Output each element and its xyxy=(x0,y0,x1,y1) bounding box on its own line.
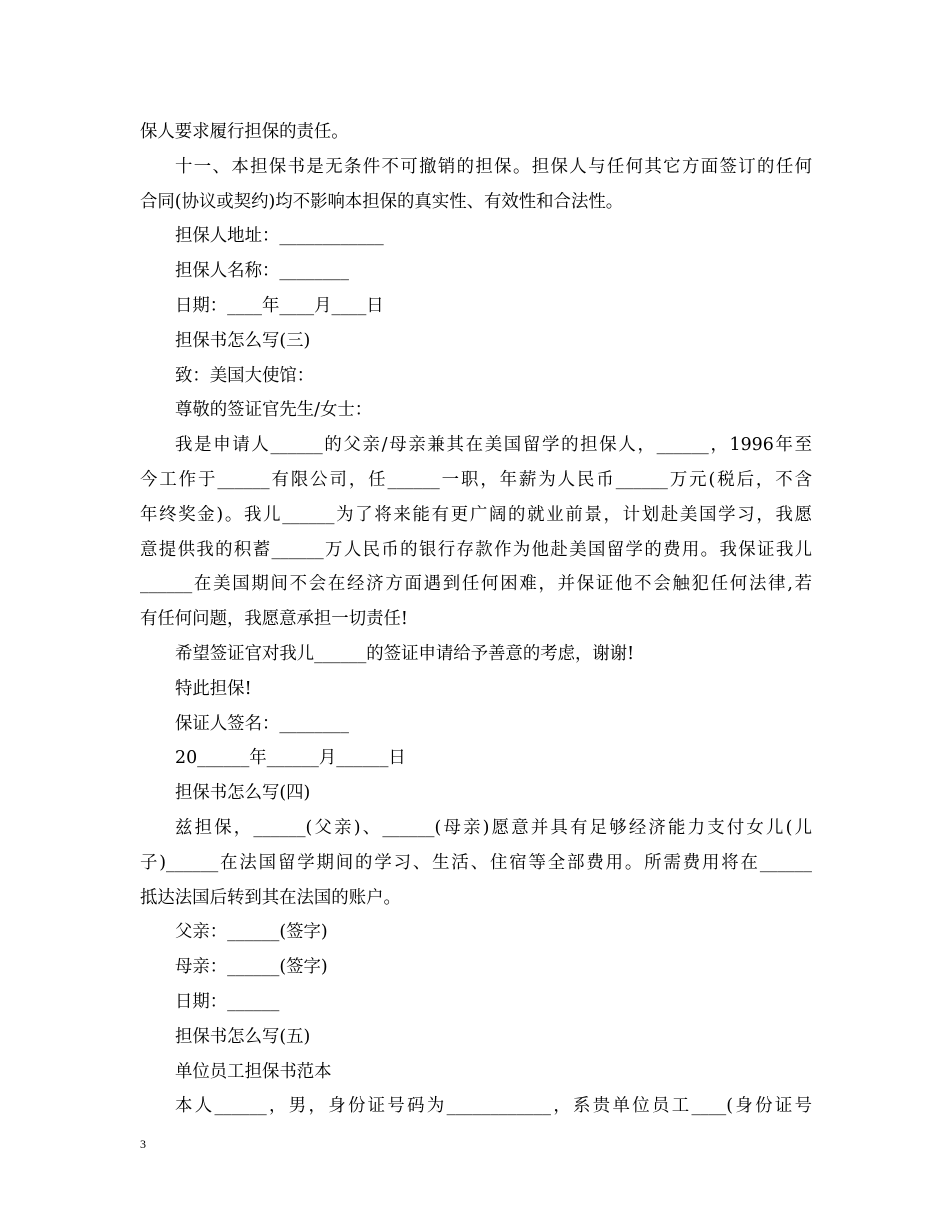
text-line: 十一、本担保书是无条件不可撤销的担保。担保人与任何其它方面签订的任何 xyxy=(175,156,812,177)
document-body xyxy=(140,115,812,1124)
text-line: 担保人名称：________ xyxy=(175,261,349,282)
section-heading: 担保书怎么写(五) xyxy=(175,1026,311,1047)
text-line: 尊敬的签证官先生/女士： xyxy=(175,400,373,421)
text-line: 有任何问题，我愿意承担一切责任! xyxy=(140,609,408,630)
text-line: 母亲：______(签字) xyxy=(175,957,328,978)
text-line: ______在美国期间不会在经济方面遇到任何困难，并保证他不会触犯任何法律,若 xyxy=(140,574,812,595)
text-line: 合同(协议或契约)均不影响本担保的真实性、有效性和合法性。 xyxy=(140,191,624,212)
text-line: 子)______在法国留学期间的学习、生活、住宿等全部费用。所需费用将在______ xyxy=(140,852,812,873)
text-line: 兹担保，______(父亲)、______(母亲)愿意并具有足够经济能力支付女儿(儿 xyxy=(175,817,812,838)
text-line: 今工作于______有限公司，任______一职，年薪为人民币______万元(税后，不含 xyxy=(140,469,812,490)
text-line: 20______年______月______日 xyxy=(175,748,406,769)
text-line: 父亲：______(签字) xyxy=(175,922,328,943)
text-line: 年终奖金)。我儿______为了将来能有更广阔的就业前景，计划赴美国学习，我愿 xyxy=(140,504,812,525)
text-line: 单位员工担保书范本 xyxy=(175,1061,332,1082)
text-line: 抵达法国后转到其在法国的账户。 xyxy=(140,887,401,908)
section-heading: 担保书怎么写(四) xyxy=(175,783,311,804)
text-line: 日期：______ xyxy=(175,991,280,1012)
text-line: 特此担保! xyxy=(175,678,252,699)
page-number: 3 xyxy=(140,1137,146,1151)
text-line: 本人______，男，身份证号码为____________，系贵单位员工____(身份证号 xyxy=(175,1096,812,1117)
text-line: 致：美国大使馆： xyxy=(175,365,315,386)
text-line: 希望签证官对我儿______的签证申请给予善意的考虑，谢谢! xyxy=(175,643,635,664)
section-heading: 担保书怎么写(三) xyxy=(175,330,311,351)
text-line: 我是申请人______的父亲/母亲兼其在美国留学的担保人，______，1996年至 xyxy=(175,435,812,456)
text-line: 日期：____年____月____日 xyxy=(175,295,384,316)
text-line: 意提供我的积蓄______万人民币的银行存款作为他赴美国留学的费用。我保证我儿 xyxy=(140,539,812,560)
text-line: 保人要求履行担保的责任。 xyxy=(140,122,349,142)
text-line: 担保人地址：____________ xyxy=(175,226,384,247)
text-line: 保证人签名：________ xyxy=(175,713,349,734)
